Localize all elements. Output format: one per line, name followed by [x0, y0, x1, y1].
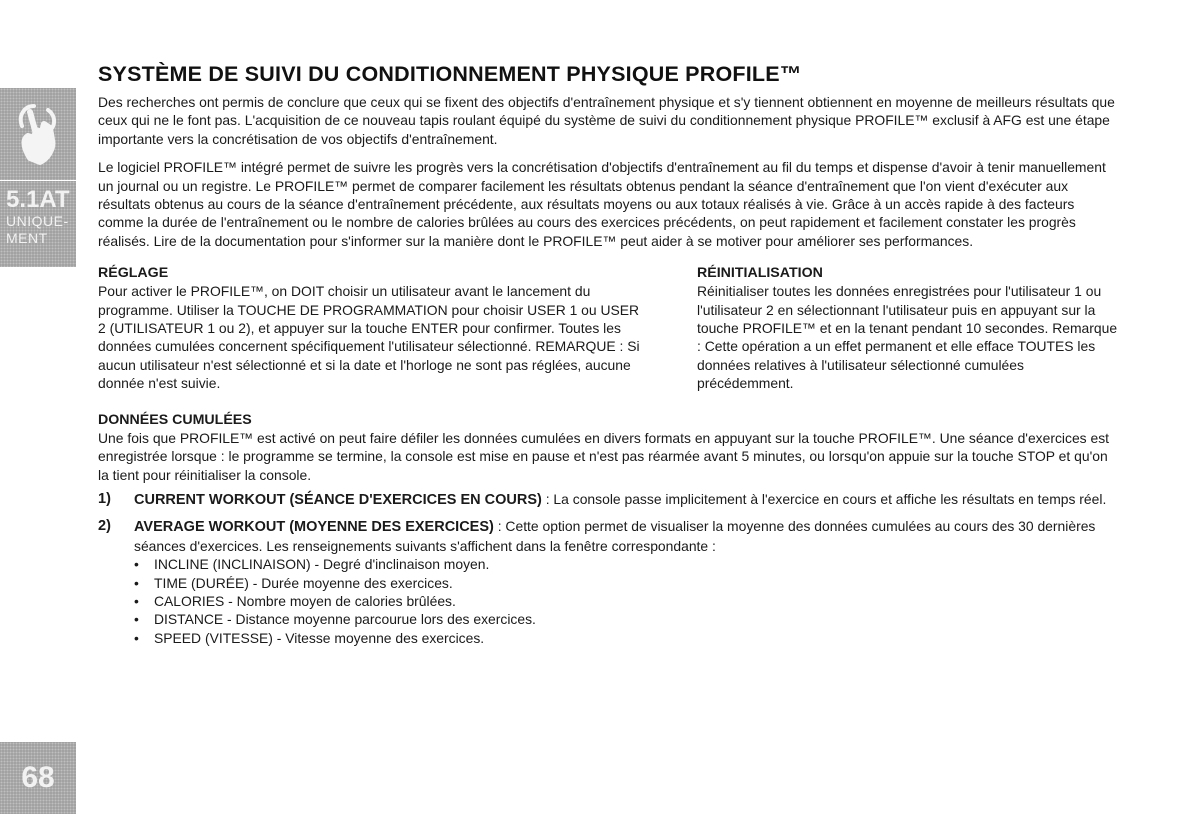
bullet-item: • INCLINE (INCLINAISON) - Degré d'inclinaison moyen. — [134, 555, 1118, 573]
page-content — [98, 62, 1118, 655]
reglage-section — [98, 264, 644, 392]
two-column-section — [98, 264, 1118, 392]
bullet-item: • SPEED (VITESSE) - Vitesse moyenne des exercices. — [134, 629, 1118, 647]
donnees-heading: DONNÉES CUMULÉES — [98, 411, 252, 428]
bullet-item: • TIME (DURÉE) - Durée moyenne des exercices. — [134, 574, 1118, 592]
workout-list — [98, 490, 1118, 647]
sidebar-icon-tab — [0, 88, 76, 180]
donnees-section — [98, 411, 1118, 647]
reinit-section — [697, 264, 1118, 392]
sidebar — [0, 0, 78, 828]
page-number-tab — [0, 742, 76, 814]
bullet-item: • CALORIES - Nombre moyen de calories brûlées. — [134, 592, 1118, 610]
list-item — [98, 517, 1118, 647]
list-item — [98, 490, 1118, 509]
item-lead: CURRENT WORKOUT (SÉANCE D'EXERCICES EN COURS) — [134, 491, 542, 508]
item-text: : Cette option permet de visualiser la moyenne des données cumulées au cours des 30 dernières séances d'exercices. Les renseignements suivants s'affichent dans la fenêtre correspondante : — [134, 518, 1096, 554]
reglage-text: Pour activer le PROFILE™, on DOIT choisir un utilisateur avant le lancement du programme. Utiliser la TOUCHE DE PROGRAMMATION pour choisir USER 1 ou USER 2 (UTILISATEUR 1 ou 2), et appuyer sur la touche ENTER pour confirmer. Toutes les données cumulées concernent spécifiquement l'utilisateur sélectionné. REMARQUE : Si aucun utilisateur n'est sélectionné et si la date et l'horloge ne sont pas réglées, aucune donnée n'est suivie. — [98, 283, 640, 392]
hand-pointing-icon — [0, 88, 76, 180]
model-code: 5.1AT — [6, 186, 70, 213]
item-number: 2) — [98, 518, 111, 535]
item-lead: AVERAGE WORKOUT (MOYENNE DES EXERCICES) — [134, 519, 494, 536]
model-sub-2: MENT — [6, 230, 48, 246]
item-number: 1) — [98, 490, 111, 507]
sidebar-model-tab — [0, 181, 76, 267]
page-title: SYSTÈME DE SUIVI DU CONDITIONNEMENT PHYSIQUE PROFILE™ — [98, 62, 802, 86]
item-text: : La console passe implicitement à l'exercice en cours et affiche les résultats en temps réel. — [541, 490, 1107, 507]
bullet-item: • DISTANCE - Distance moyenne parcourue lors des exercices. — [134, 610, 1118, 628]
reglage-heading: RÉGLAGE — [98, 265, 169, 282]
page-number: 68 — [21, 761, 55, 794]
model-sub-1: UNIQUE- — [6, 213, 69, 229]
reinit-heading: RÉINITIALISATION — [697, 265, 823, 282]
donnees-text: Une fois que PROFILE™ est activé on peut faire défiler les données cumulées en divers formats en appuyant sur la touche PROFILE™. Une séance d'exercices est enregistrée lorsque : le programme se termine, la console est mise en pause et n'est pas réarmée avant 5 minutes, ou lorsqu'on appuie sur la touche STOP et qu'on la tient pour réinitialiser la console. — [98, 429, 1110, 483]
intro-paragraph-2: Le logiciel PROFILE™ intégré permet de suivre les progrès vers la concrétisation d'objectifs d'entraînement au fil du temps et dispense d'avoir à tenir manuellement un journal ou un registre. Le PROFILE™ permet de comparer facilement les résultats obtenus pendant la séance d'entraînement que l'on vient d'exécuter aux résultats obtenus au cours de la séance d'entraînement précédente, aux résultats moyens ou aux totaux réalisés à vie. Grâce à un accès rapide à des facteurs comme la durée de l'entraînement ou le nombre de calories brûlées au cours des exercices précédents, on peut rapidement et facilement constater les progrès réalisés. Lire de la documentation pour s'informer sur la manière dont le PROFILE™ peut aider à se motiver pour améliorer ses performances. — [98, 159, 1106, 249]
reinit-text: Réinitialiser toutes les données enregistrées pour l'utilisateur 1 ou l'utilisateur 2 en sélectionnant l'utilisateur puis en appuyant sur la touche PROFILE™ et en la tenant pendant 10 secondes. Remarque : Cette opération a un effet permanent et elle efface TOUTES les données relatives à l'utilisateur sélectionné cumulées précédemment. — [697, 283, 1118, 392]
bullet-list — [134, 555, 1118, 647]
intro-paragraph-1: Des recherches ont permis de conclure que ceux qui se fixent des objectifs d'entraînement physique et s'y tiennent obtiennent en moyenne de meilleurs résultats que ceux qui ne le font pas. L'acquisition de ce nouveau tapis roulant équipé du système de suivi du conditionnement physique PROFILE™ exclusif à AFG est une étape importante vers la concrétisation de vos objectifs d'entraînement. — [98, 94, 1115, 147]
